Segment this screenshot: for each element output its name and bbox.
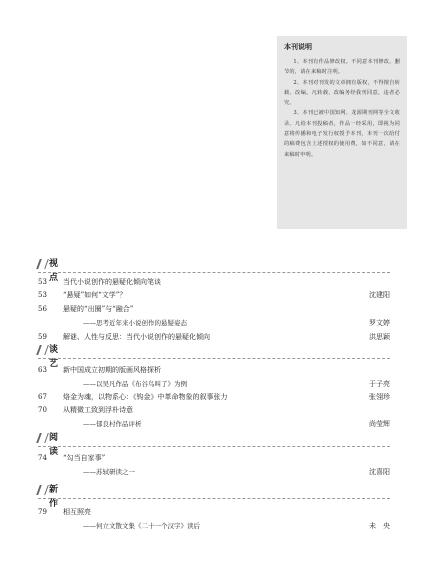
entry-title: “勾当自家事” <box>63 454 106 462</box>
entry-subtitle: ——思考近年来小说创作的悬疑姿态 <box>83 319 187 327</box>
section-divider <box>38 358 390 359</box>
section-slash-icon <box>36 485 49 495</box>
page-number: 74 <box>38 454 47 462</box>
entry-title: 悬疑的“出圈”与“融合” <box>63 305 134 313</box>
page-number: 53 <box>38 278 47 286</box>
notice-item-1: 1、本刊有作品修改权。不同意本刊修改、删节的，请在来稿时注明。 <box>284 59 400 76</box>
entry-title: 相互照亮 <box>63 508 91 516</box>
entry-title: 烙金为魂，以物系心：《钩金》中革命物象的叙事张力 <box>63 393 228 401</box>
page-number: 59 <box>38 333 47 341</box>
section-slash-icon <box>36 433 49 443</box>
section-label: 新作 <box>49 485 59 509</box>
section-slash-icon <box>36 345 49 355</box>
entry-author: 罗文婷 <box>369 319 390 327</box>
page-number: 53 <box>38 291 47 299</box>
entry-author: 张翎珍 <box>369 393 390 401</box>
entry-title: 新中国成立初期的版画风格探析 <box>63 366 161 374</box>
entry-subtitle: ——以吴凡作品《布谷鸟叫了》为例 <box>83 380 187 388</box>
section-divider <box>38 272 390 273</box>
entry-subtitle: ——苏轼研读之一 <box>83 468 135 476</box>
notice-item-2: 2、本刊对刊发的文章拥有版权，不得擅自转载、改编。凡转载、改编务经我刊同意，违者必究。 <box>284 79 400 107</box>
section-divider <box>38 498 390 499</box>
notice-item-3: 3、本刊已被中国知网、龙源期刊网等全文收录。凡给本刊投稿者，作品一经采用，即视为同意将传播和电子发行权授予本刊，本刊一次给付的稿费包含上述授权的使用费，如不同意，请在来稿时申明。 <box>284 110 400 158</box>
page-number: 63 <box>38 366 47 374</box>
page-number: 79 <box>38 508 47 516</box>
entry-title: 解谜、人性与反思：当代小说创作的悬疑化倾向 <box>63 333 210 341</box>
entry-author: 沈建阳 <box>369 291 390 299</box>
page-number: 67 <box>38 393 47 401</box>
section-slash-icon <box>36 259 49 269</box>
entry-author: 洪思颖 <box>369 333 390 341</box>
entry-author: 未 央 <box>369 522 390 530</box>
entry-subtitle: ——郁良村作品评析 <box>83 420 142 428</box>
page-number: 70 <box>38 406 47 414</box>
notice-title: 本刊说明 <box>284 43 312 51</box>
entry-author: 沈喜阳 <box>369 468 390 476</box>
section-label: 阅读 <box>49 433 59 457</box>
page-number: 56 <box>38 305 47 313</box>
entry-author: 于子亮 <box>369 380 390 388</box>
section-label: 视点 <box>49 259 59 283</box>
section-label: 谈艺 <box>49 345 59 369</box>
entry-title: “悬疑”如何“文学”？ <box>63 291 127 299</box>
entry-title: 从精微工致到浮朴诗意 <box>63 406 133 414</box>
entry-author: 尚莹辉 <box>369 420 390 428</box>
entry-title: 当代小说创作的悬疑化倾向笔谈 <box>63 278 161 286</box>
section-divider <box>38 446 390 447</box>
entry-subtitle: ——何立文散文集《二十一个汉字》读后 <box>83 522 200 530</box>
